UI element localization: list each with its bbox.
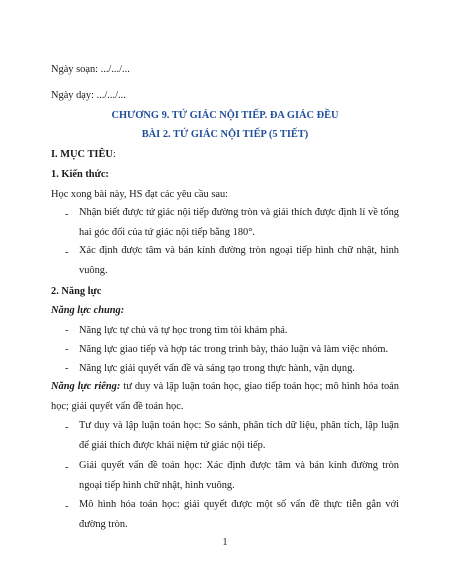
- knowledge-item: Nhận biết được tứ giác nội tiếp đường tròn và giải thích được định lí về tổng hai góc đối của tứ giác nội tiếp bằng 180°.: [79, 207, 399, 238]
- bullet-dash: -: [65, 422, 69, 433]
- bullet-dash: -: [65, 325, 69, 336]
- knowledge-heading: 1. Kiến thức:: [51, 169, 109, 180]
- bullet-dash: -: [65, 344, 69, 355]
- specific-competence-item: Tư duy và lập luận toán học: So sánh, phân tích dữ liệu, phân tích, lập luận để giải thích được khái niệm tứ giác nội tiếp.: [79, 420, 399, 451]
- ngay-soan: Ngày soạn: .../.../...: [51, 64, 130, 75]
- specific-competence-item: Mô hình hóa toán học: giải quyết được một số vấn đề thực tiễn gắn với đường tròn.: [79, 499, 399, 530]
- general-competence-item: Năng lực giải quyết vấn đề và sáng tạo trong thực hành, vận dụng.: [79, 363, 355, 374]
- knowledge-intro: Học xong bài này, HS đạt các yêu cầu sau:: [51, 189, 229, 200]
- bullet-dash: -: [65, 501, 69, 512]
- general-competence-item: Năng lực giao tiếp và hợp tác trong trình bày, thảo luận và làm việc nhóm.: [79, 344, 389, 355]
- general-competence-heading: Năng lực chung:: [51, 305, 125, 316]
- bullet-dash: -: [65, 363, 69, 374]
- section-heading-muc-tieu: I. MỤC TIÊU:: [51, 149, 116, 160]
- general-competence-item: Năng lực tự chủ và tự học trong tìm tòi khám phá.: [79, 325, 288, 336]
- bullet-dash: -: [65, 247, 69, 258]
- competence-heading: 2. Năng lực: [51, 286, 102, 297]
- bullet-dash: -: [65, 462, 69, 473]
- specific-competence-paragraph: Năng lực riêng: tư duy và lập luận toán học, giao tiếp toán học; mô hình hóa toán học; giải quyết vấn đề toán học.: [51, 381, 399, 412]
- bullet-dash: -: [65, 209, 69, 220]
- ngay-day: Ngày dạy: .../.../...: [51, 90, 126, 101]
- specific-competence-item: Giải quyết vấn đề toán học: Xác định được tâm và bán kính đường tròn ngoại tiếp hình chữ nhật, hình vuông.: [79, 460, 399, 491]
- knowledge-item: Xác định được tâm và bán kính đường tròn ngoại tiếp hình chữ nhật, hình vuông.: [79, 245, 399, 276]
- page-number: 1: [222, 537, 228, 548]
- lesson-title: BÀI 2. TỨ GIÁC NỘI TIẾP (5 TIẾT): [141, 129, 309, 140]
- chapter-title: CHƯƠNG 9. TỨ GIÁC NỘI TIẾP. ĐA GIÁC ĐỀU: [111, 110, 339, 121]
